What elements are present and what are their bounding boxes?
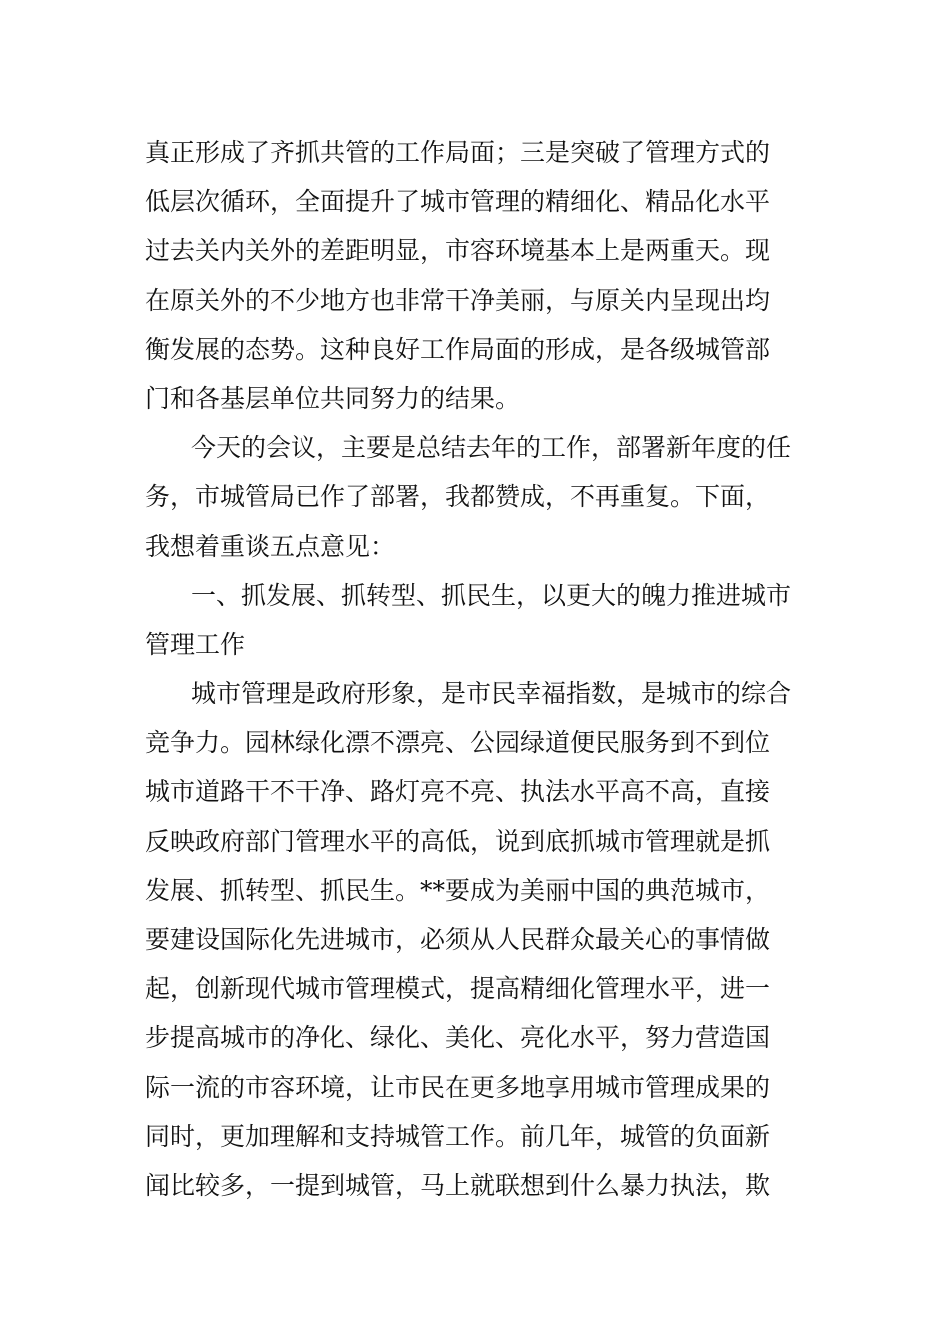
text-line: 衡发展的态势。这种良好工作局面的形成，是各级城管部 [145, 334, 771, 364]
text-line: 要建设国际化先进城市，必须从人民群众最关心的事情做 [145, 925, 771, 954]
paragraph-start-line: 今天的会议，主要是总结去年的工作，部署新年度的任 [191, 433, 792, 463]
text-line: 城市道路干不干净、路灯亮不亮、执法水平高不高，直接 [145, 777, 771, 807]
section-heading-line: 一、抓发展、抓转型、抓民生，以更大的魄力推进城市 [191, 580, 792, 610]
text-line: 我想着重谈五点意见： [145, 531, 396, 561]
document-body [145, 128, 825, 1210]
text-line: 发展、抓转型、抓民生。**要成为美丽中国的典范城市， [145, 875, 771, 905]
text-line: 竞争力。园林绿化漂不漂亮、公园绿道便民服务到不到位 [145, 728, 771, 758]
text-line: 过去关内关外的差距明显，市容环境基本上是两重天。现 [145, 236, 771, 266]
text-line: 反映政府部门管理水平的高低，说到底抓城市管理就是抓 [145, 826, 771, 856]
text-line: 真正形成了齐抓共管的工作局面；三是突破了管理方式的 [145, 138, 771, 167]
text-line: 际一流的市容环境，让市民在更多地享用城市管理成果的 [145, 1072, 771, 1102]
paragraph-start-line: 城市管理是政府形象，是市民幸福指数，是城市的综合 [191, 679, 792, 709]
text-line: 步提高城市的净化、绿化、美化、亮化水平，努力营造国 [145, 1023, 771, 1053]
text-line: 务，市城管局已作了部署，我都赞成，不再重复。下面， [145, 482, 771, 512]
section-heading-line: 管理工作 [145, 629, 246, 659]
text-line: 低层次循环，全面提升了城市管理的精细化、精品化水平 [145, 187, 771, 217]
text-line: 起，创新现代城市管理模式，提高精细化管理水平，进一 [145, 974, 771, 1004]
text-line: 同时，更加理解和支持城管工作。前几年，城管的负面新 [145, 1121, 771, 1151]
text-line: 闻比较多，一提到城管，马上就联想到什么暴力执法，欺 [145, 1170, 771, 1200]
text-line: 在原关外的不少地方也非常干净美丽，与原关内呈现出均 [145, 285, 771, 315]
text-line: 门和各基层单位共同努力的结果。 [145, 383, 521, 413]
